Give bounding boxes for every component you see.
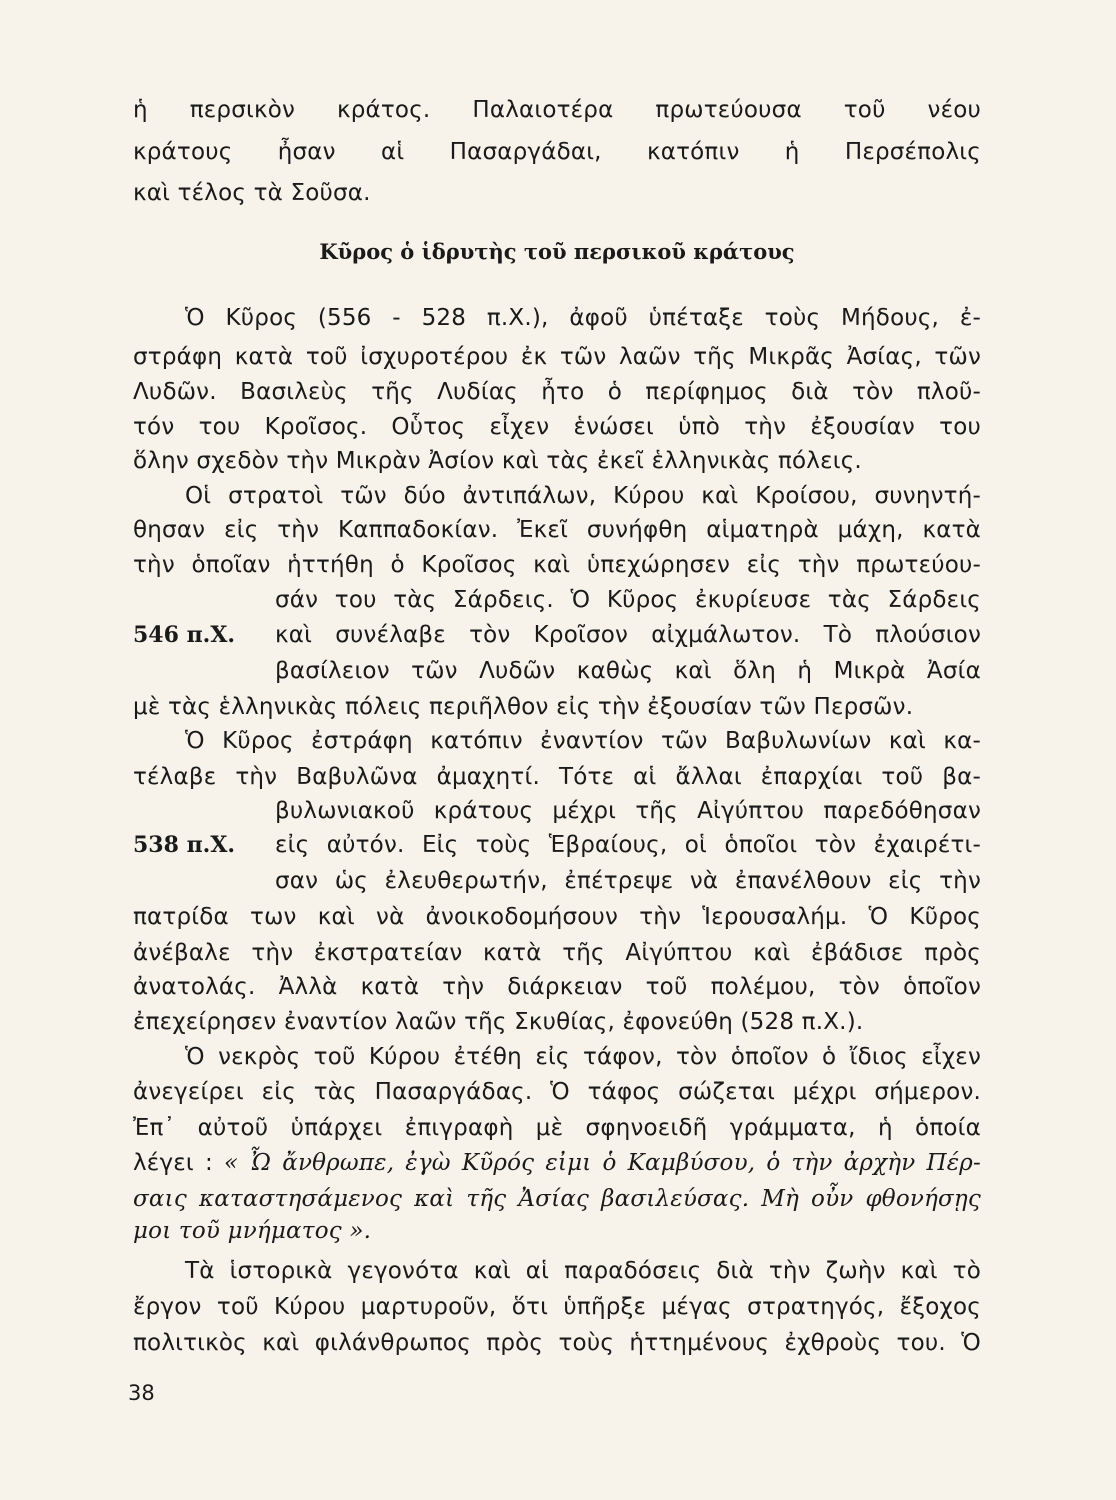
- text-line: πατρίδα των καὶ νὰ ἀνοικοδομήσουν τὴν Ἱερουσαλήμ. Ὁ Κῦρος: [133, 904, 981, 930]
- quote-lead: λέγει :: [133, 1150, 213, 1176]
- text-line: Τὰ ἱστορικὰ γεγονότα καὶ αἱ παραδόσεις διὰ τὴν ζωὴν καὶ τὸ: [185, 1258, 981, 1284]
- text-line: πολιτικὸς καὶ φιλάνθρωπος πρὸς τοὺς ἡττημένους ἐχθροὺς του. Ὁ: [133, 1330, 981, 1356]
- text-line: ὅλην σχεδὸν τὴν Μικρὰν Ἀσίον καὶ τὰς ἐκεῖ ἑλληνικὰς πόλεις.: [133, 448, 862, 474]
- text-line: ἔργον τοῦ Κύρου μαρτυροῦν, ὅτι ὑπῆρξε μέγας στρατηγός, ἔξοχος: [133, 1294, 981, 1320]
- section-heading: Κῦρος ὁ ἱδρυτὴς τοῦ περσικοῦ κράτους: [319, 239, 795, 264]
- text-line: Ὁ Κῦρος (556 - 528 π.Χ.), ἀφοῦ ὑπέταξε τοὺς Μήδους, ἐ-: [185, 305, 981, 331]
- text-line: καὶ τέλος τὰ Σοῦσα.: [133, 180, 371, 206]
- margin-date: 538 π.Χ.: [133, 832, 236, 858]
- text-line: ἀνατολάς. Ἀλλὰ κατὰ τὴν διάρκειαν τοῦ πολέμου, τὸν ὁποῖον: [133, 974, 981, 1000]
- inscription-quote: « Ὦ ἄνθρωπε, ἐγὼ Κῦρός εἰμι ὁ Καμβύσου, ὁ τὴν ἀρχὴν Πέρ-: [224, 1150, 981, 1176]
- text-line: ἀνεγείρει εἰς τὰς Πασαργάδας. Ὁ τάφος σώζεται μέχρι σήμερον.: [133, 1079, 981, 1105]
- margin-date: 546 π.Χ.: [133, 622, 236, 648]
- text-line: καὶ συνέλαβε τὸν Κροῖσον αἰχμάλωτον. Τὸ πλούσιον: [275, 622, 981, 648]
- text-line: κράτους ἦσαν αἱ Πασαργάδαι, κατόπιν ἡ Περσέπολις: [133, 139, 981, 165]
- inscription-quote: σαις καταστησάμενος καὶ τῆς Ἀσίας βασιλεύσας. Μὴ οὖν φθονήσῃς: [133, 1186, 981, 1212]
- text-line: Οἱ στρατοὶ τῶν δύο ἀντιπάλων, Κύρου καὶ Κροίσου, συνηντή-: [185, 483, 981, 509]
- text-line: σάν του τὰς Σάρδεις. Ὁ Κῦρος ἐκυρίευσε τὰς Σάρδεις: [275, 587, 981, 613]
- text-line: [133, 1148, 981, 1178]
- text-line: Ἐπ᾿ αὐτοῦ ὑπάρχει ἐπιγραφὴ μὲ σφηνοειδῆ γράμματα, ἡ ὁποία: [133, 1115, 981, 1141]
- text-line: βυλωνιακοῦ κράτους μέχρι τῆς Αἰγύπτου παρεδόθησαν: [275, 798, 981, 824]
- text-line: Λυδῶν. Βασιλεὺς τῆς Λυδίας ἦτο ὁ περίφημος διὰ τὸν πλοῦ-: [133, 379, 981, 405]
- text-line: εἰς αὐτόν. Εἰς τοὺς Ἑβραίους, οἱ ὁποῖοι τὸν ἐχαιρέτι-: [275, 832, 981, 858]
- page-number: 38: [128, 1381, 155, 1405]
- text-line: μὲ τὰς ἑλληνικὰς πόλεις περιῆλθον εἰς τὴν ἐξουσίαν τῶν Περσῶν.: [133, 694, 914, 720]
- text-line: ἡ περσικὸν κράτος. Παλαιοτέρα πρωτεύουσα τοῦ νέου: [133, 97, 981, 123]
- text-line: Ὁ Κῦρος ἐστράφη κατόπιν ἐναντίον τῶν Βαβυλωνίων καὶ κα-: [185, 728, 981, 754]
- inscription-quote: μοι τοῦ μνήματος ».: [133, 1218, 372, 1244]
- text-line: τὴν ὁποῖαν ἡττήθη ὁ Κροῖσος καὶ ὑπεχώρησεν εἰς τὴν πρωτεύου-: [133, 552, 981, 578]
- text-line: σαν ὡς ἐλευθερωτήν, ἐπέτρεψε νὰ ἐπανέλθουν εἰς τὴν: [275, 868, 981, 894]
- text-line: τόν του Κροῖσος. Οὗτος εἶχεν ἑνώσει ὑπὸ τὴν ἐξουσίαν του: [133, 414, 981, 440]
- text-line: στράφη κατὰ τοῦ ἰσχυροτέρου ἐκ τῶν λαῶν τῆς Μικρᾶς Ἀσίας, τῶν: [133, 344, 981, 370]
- text-line: ἀνέβαλε τὴν ἐκστρατείαν κατὰ τῆς Αἰγύπτου καὶ ἐβάδισε πρὸς: [133, 940, 981, 966]
- text-line: ἐπεχείρησεν ἐναντίον λαῶν τῆς Σκυθίας, ἐφονεύθη (528 π.Χ.).: [133, 1009, 864, 1035]
- text-line: τέλαβε τὴν Βαβυλῶνα ἀμαχητί. Τότε αἱ ἄλλαι ἐπαρχίαι τοῦ βα-: [133, 764, 981, 790]
- text-line: βασίλειον τῶν Λυδῶν καθὼς καὶ ὅλη ἡ Μικρὰ Ἀσία: [275, 658, 981, 684]
- text-line: θησαν εἰς τὴν Καππαδοκίαν. Ἐκεῖ συνήφθη αἱματηρὰ μάχη, κατὰ: [133, 517, 981, 543]
- text-line: Ὁ νεκρὸς τοῦ Κύρου ἐτέθη εἰς τάφον, τὸν ὁποῖον ὁ ἴδιος εἶχεν: [185, 1044, 981, 1070]
